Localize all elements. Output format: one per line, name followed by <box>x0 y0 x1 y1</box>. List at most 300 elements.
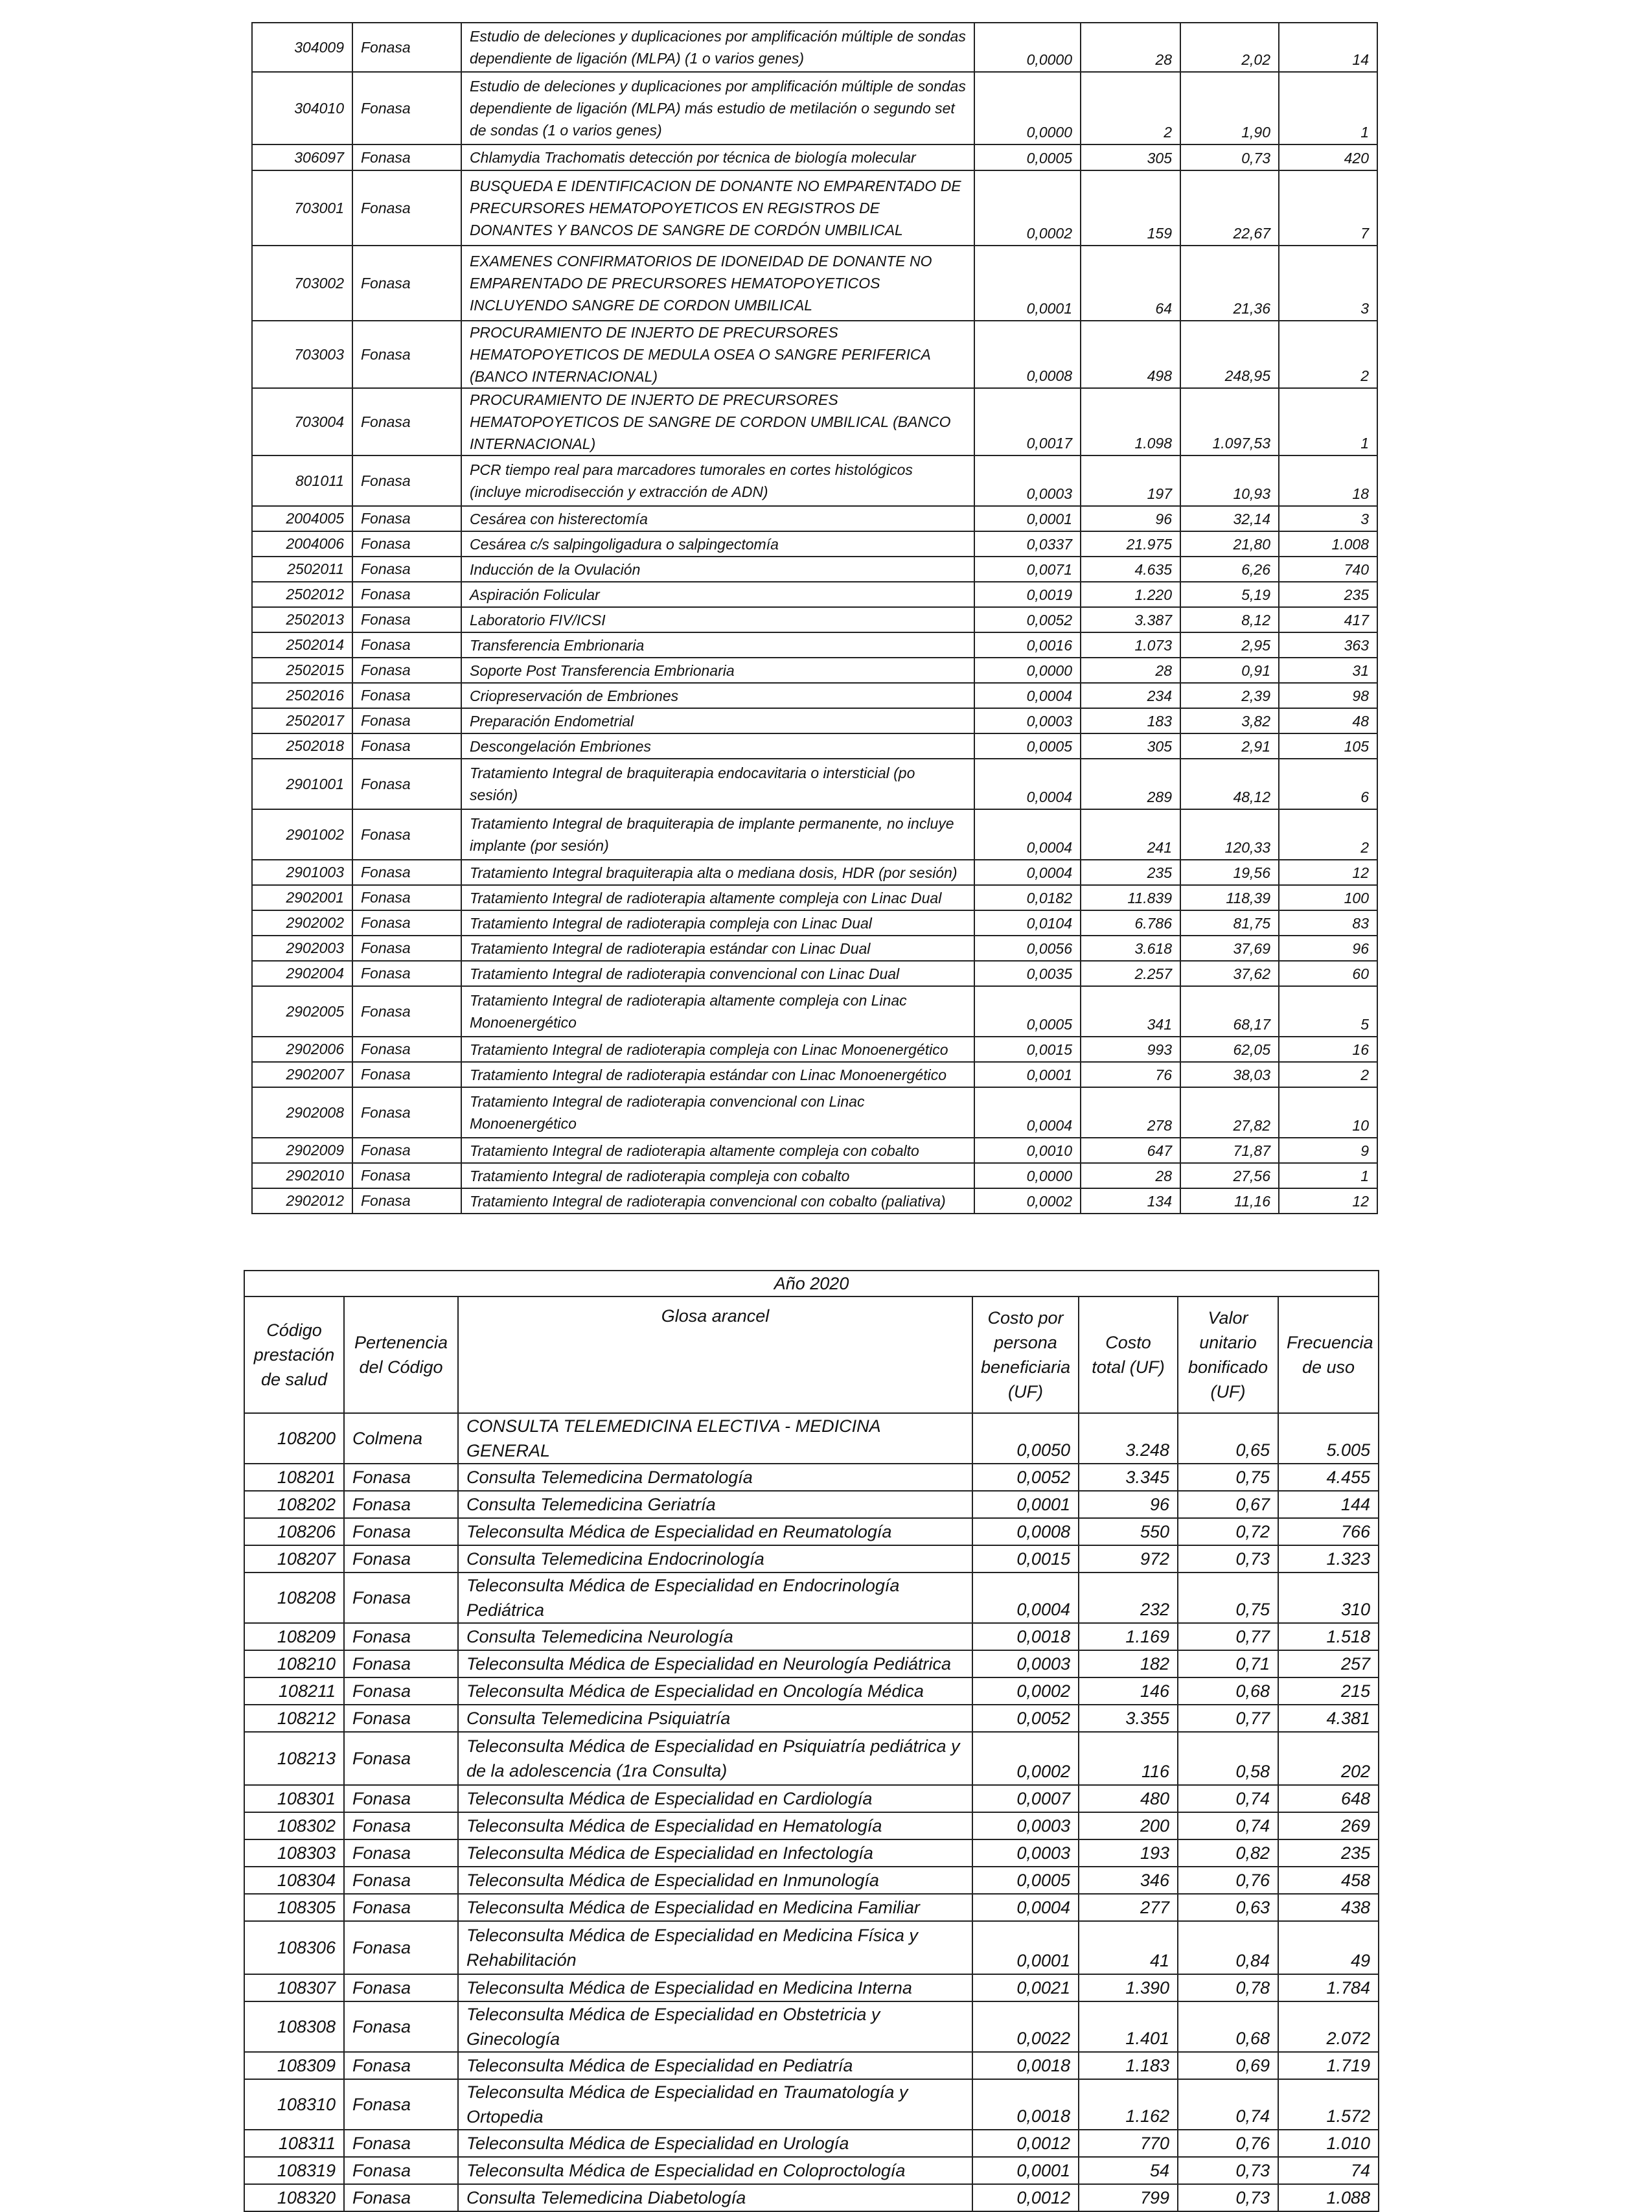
header-costo-persona: Costo por persona beneficiaria (UF) <box>972 1296 1079 1413</box>
codigo-cell: 2502012 <box>252 582 352 607</box>
costo-persona-cell: 0,0000 <box>974 658 1081 683</box>
frecuencia-cell: 100 <box>1279 885 1377 910</box>
costo-persona-cell: 0,0002 <box>972 1677 1079 1705</box>
glosa-cell: Tratamiento Integral braquiterapia alta o mediana dosis, HDR (por sesión) <box>461 860 974 885</box>
costo-persona-cell: 0,0337 <box>974 531 1081 557</box>
codigo-cell: 108210 <box>244 1650 344 1677</box>
costo-total-cell: 28 <box>1081 658 1180 683</box>
codigo-cell: 108212 <box>244 1705 344 1732</box>
table-row <box>252 658 1377 683</box>
costo-persona-cell: 0,0005 <box>972 1867 1079 1894</box>
costo-persona-cell: 0,0182 <box>974 885 1081 910</box>
glosa-cell: Teleconsulta Médica de Especialidad en Urología <box>458 2130 972 2157</box>
pertenencia-cell: Fonasa <box>344 1464 458 1491</box>
codigo-cell: 2901003 <box>252 860 352 885</box>
costo-total-cell: 1.183 <box>1079 2052 1178 2079</box>
frecuencia-cell: 363 <box>1279 632 1377 658</box>
valor-unitario-cell: 0,77 <box>1178 1705 1278 1732</box>
costo-persona-cell: 0,0002 <box>974 1188 1081 1214</box>
frecuencia-cell: 6 <box>1279 759 1377 809</box>
pertenencia-cell: Fonasa <box>352 582 461 607</box>
pertenencia-cell: Fonasa <box>352 885 461 910</box>
pertenencia-cell: Fonasa <box>344 1867 458 1894</box>
codigo-cell: 2902007 <box>252 1062 352 1087</box>
costo-persona-cell: 0,0005 <box>974 144 1081 170</box>
pertenencia-cell: Fonasa <box>352 170 461 246</box>
costo-persona-cell: 0,0003 <box>974 708 1081 733</box>
costo-persona-cell: 0,0052 <box>974 607 1081 632</box>
codigo-cell: 108311 <box>244 2130 344 2157</box>
pertenencia-cell: Fonasa <box>352 708 461 733</box>
pertenencia-cell: Fonasa <box>352 936 461 961</box>
valor-unitario-cell: 1.097,53 <box>1180 388 1279 455</box>
valor-unitario-cell: 21,80 <box>1180 531 1279 557</box>
frecuencia-cell: 420 <box>1279 144 1377 170</box>
table-row <box>244 2001 1379 2052</box>
costo-total-cell: 4.635 <box>1081 557 1180 582</box>
codigo-cell: 703001 <box>252 170 352 246</box>
table-row <box>244 1812 1379 1839</box>
pertenencia-cell: Fonasa <box>344 1785 458 1812</box>
costo-persona-cell: 0,0015 <box>974 1037 1081 1062</box>
codigo-cell: 108301 <box>244 1785 344 1812</box>
costo-total-cell: 278 <box>1081 1087 1180 1138</box>
costo-total-cell: 305 <box>1081 733 1180 759</box>
codigo-cell: 2502011 <box>252 557 352 582</box>
glosa-cell: Teleconsulta Médica de Especialidad en Pediatría <box>458 2052 972 2079</box>
valor-unitario-cell: 0,74 <box>1178 1785 1278 1812</box>
costo-total-cell: 146 <box>1079 1677 1178 1705</box>
codigo-cell: 2502014 <box>252 632 352 658</box>
table-row <box>244 1974 1379 2001</box>
glosa-cell: BUSQUEDA E IDENTIFICACION DE DONANTE NO EMPARENTADO DE PRECURSORES HEMATOPOYETICOS EN REGISTROS DE DONANTES Y BANCOS DE SANGRE DE CORDÓN UMBILICAL <box>461 170 974 246</box>
table-row <box>244 1677 1379 1705</box>
costo-persona-cell: 0,0000 <box>974 1163 1081 1188</box>
frecuencia-cell: 257 <box>1278 1650 1379 1677</box>
table-row <box>252 809 1377 860</box>
costo-persona-cell: 0,0005 <box>974 986 1081 1037</box>
valor-unitario-cell: 118,39 <box>1180 885 1279 910</box>
pertenencia-cell: Fonasa <box>352 1138 461 1163</box>
pertenencia-cell: Fonasa <box>344 1677 458 1705</box>
glosa-cell: Tratamiento Integral de radioterapia convencional con Linac Dual <box>461 961 974 986</box>
valor-unitario-cell: 2,02 <box>1180 23 1279 72</box>
glosa-cell: Teleconsulta Médica de Especialidad en Inmunología <box>458 1867 972 1894</box>
valor-unitario-cell: 0,77 <box>1178 1623 1278 1650</box>
valor-unitario-cell: 2,39 <box>1180 683 1279 708</box>
table-row <box>244 2052 1379 2079</box>
costo-total-cell: 28 <box>1081 23 1180 72</box>
costo-total-cell: 3.355 <box>1079 1705 1178 1732</box>
codigo-cell: 2902006 <box>252 1037 352 1062</box>
glosa-cell: Teleconsulta Médica de Especialidad en Hematología <box>458 1812 972 1839</box>
table-row <box>252 860 1377 885</box>
costo-persona-cell: 0,0003 <box>972 1839 1079 1867</box>
pertenencia-cell: Fonasa <box>344 2130 458 2157</box>
codigo-cell: 306097 <box>252 144 352 170</box>
costo-total-cell: 41 <box>1079 1921 1178 1974</box>
table-row <box>252 885 1377 910</box>
glosa-cell: Tratamiento Integral de radioterapia convencional con Linac Monoenergético <box>461 1087 974 1138</box>
codigo-cell: 304010 <box>252 72 352 144</box>
costo-persona-cell: 0,0104 <box>974 910 1081 936</box>
glosa-cell: Tratamiento Integral de radioterapia convencional con cobalto (paliativa) <box>461 1188 974 1214</box>
costo-total-cell: 1.169 <box>1079 1623 1178 1650</box>
table-row <box>244 1921 1379 1974</box>
table-row <box>252 72 1377 144</box>
costo-persona-cell: 0,0004 <box>974 759 1081 809</box>
costo-total-cell: 647 <box>1081 1138 1180 1163</box>
valor-unitario-cell: 2,91 <box>1180 733 1279 759</box>
pertenencia-cell: Fonasa <box>352 1188 461 1214</box>
codigo-cell: 108209 <box>244 1623 344 1650</box>
pertenencia-cell: Fonasa <box>352 321 461 388</box>
costo-total-cell: 1.098 <box>1081 388 1180 455</box>
pertenencia-cell: Fonasa <box>352 144 461 170</box>
table-row <box>244 2184 1379 2211</box>
costo-total-cell: 346 <box>1079 1867 1178 1894</box>
frecuencia-cell: 1 <box>1279 388 1377 455</box>
table-row <box>244 2130 1379 2157</box>
frecuencia-cell: 9 <box>1279 1138 1377 1163</box>
column-header-row <box>244 1296 1379 1413</box>
frecuencia-cell: 1.088 <box>1278 2184 1379 2211</box>
frecuencia-cell: 3 <box>1279 246 1377 321</box>
codigo-cell: 2004005 <box>252 506 352 531</box>
frecuencia-cell: 1.784 <box>1278 1974 1379 2001</box>
frecuencia-cell: 1 <box>1279 1163 1377 1188</box>
costo-persona-cell: 0,0015 <box>972 1545 1079 1573</box>
frecuencia-cell: 1.719 <box>1278 2052 1379 2079</box>
valor-unitario-cell: 248,95 <box>1180 321 1279 388</box>
glosa-cell: Teleconsulta Médica de Especialidad en Infectología <box>458 1839 972 1867</box>
valor-unitario-cell: 37,69 <box>1180 936 1279 961</box>
frecuencia-cell: 4.455 <box>1278 1464 1379 1491</box>
costo-persona-cell: 0,0003 <box>972 1650 1079 1677</box>
costo-persona-cell: 0,0008 <box>972 1518 1079 1545</box>
pertenencia-cell: Fonasa <box>344 1812 458 1839</box>
codigo-cell: 108304 <box>244 1867 344 1894</box>
pertenencia-cell: Fonasa <box>344 2001 458 2052</box>
costo-total-cell: 1.390 <box>1079 1974 1178 2001</box>
costo-total-cell: 1.401 <box>1079 2001 1178 2052</box>
valor-unitario-cell: 0,68 <box>1178 1677 1278 1705</box>
codigo-cell: 2902002 <box>252 910 352 936</box>
costo-persona-cell: 0,0071 <box>974 557 1081 582</box>
pertenencia-cell: Fonasa <box>344 1623 458 1650</box>
pertenencia-cell: Fonasa <box>352 1087 461 1138</box>
valor-unitario-cell: 10,93 <box>1180 455 1279 506</box>
pertenencia-cell: Fonasa <box>352 246 461 321</box>
valor-unitario-cell: 48,12 <box>1180 759 1279 809</box>
frecuencia-cell: 1.008 <box>1279 531 1377 557</box>
costo-total-cell: 2.257 <box>1081 961 1180 986</box>
pertenencia-cell: Fonasa <box>352 1163 461 1188</box>
costo-total-cell: 770 <box>1079 2130 1178 2157</box>
costo-total-cell: 235 <box>1081 860 1180 885</box>
codigo-cell: 801011 <box>252 455 352 506</box>
codigo-cell: 108207 <box>244 1545 344 1573</box>
pertenencia-cell: Fonasa <box>344 1650 458 1677</box>
frecuencia-cell: 2 <box>1279 809 1377 860</box>
frecuencia-cell: 1.323 <box>1278 1545 1379 1573</box>
pertenencia-cell: Colmena <box>344 1413 458 1464</box>
pertenencia-cell: Fonasa <box>352 632 461 658</box>
valor-unitario-cell: 11,16 <box>1180 1188 1279 1214</box>
frecuencia-cell: 12 <box>1279 860 1377 885</box>
frecuencia-cell: 74 <box>1278 2157 1379 2184</box>
costo-persona-cell: 0,0019 <box>974 582 1081 607</box>
codigo-cell: 108305 <box>244 1894 344 1921</box>
glosa-cell: Estudio de deleciones y duplicaciones por amplificación múltiple de sondas dependiente de ligación (MLPA) (1 o varios genes) <box>461 23 974 72</box>
costo-persona-cell: 0,0004 <box>974 1087 1081 1138</box>
table-row <box>244 1839 1379 1867</box>
frecuencia-cell: 740 <box>1279 557 1377 582</box>
valor-unitario-cell: 6,26 <box>1180 557 1279 582</box>
glosa-cell: Laboratorio FIV/ICSI <box>461 607 974 632</box>
header-codigo: Código prestación de salud <box>244 1296 344 1413</box>
valor-unitario-cell: 0,76 <box>1178 1867 1278 1894</box>
costo-total-cell: 3.387 <box>1081 607 1180 632</box>
glosa-cell: Cesárea con histerectomía <box>461 506 974 531</box>
pertenencia-cell: Fonasa <box>352 759 461 809</box>
costo-persona-cell: 0,0004 <box>974 809 1081 860</box>
table-row <box>244 1545 1379 1573</box>
table-row <box>244 1705 1379 1732</box>
glosa-cell: Consulta Telemedicina Neurología <box>458 1623 972 1650</box>
pertenencia-cell: Fonasa <box>344 1921 458 1974</box>
valor-unitario-cell: 71,87 <box>1180 1138 1279 1163</box>
glosa-cell: Teleconsulta Médica de Especialidad en Medicina Familiar <box>458 1894 972 1921</box>
pertenencia-cell: Fonasa <box>352 733 461 759</box>
pertenencia-cell: Fonasa <box>352 506 461 531</box>
pertenencia-cell: Fonasa <box>344 1894 458 1921</box>
glosa-cell: Estudio de deleciones y duplicaciones por amplificación múltiple de sondas dependiente de ligación (MLPA) más estudio de metilación o segundo set de sondas (1 o varios genes) <box>461 72 974 144</box>
table-row <box>252 961 1377 986</box>
pertenencia-cell: Fonasa <box>352 531 461 557</box>
costo-total-cell: 305 <box>1081 144 1180 170</box>
costo-persona-cell: 0,0012 <box>972 2184 1079 2211</box>
costo-total-cell: 993 <box>1081 1037 1180 1062</box>
codigo-cell: 2902004 <box>252 961 352 986</box>
header-glosa: Glosa arancel <box>458 1296 972 1413</box>
valor-unitario-cell: 0,67 <box>1178 1491 1278 1518</box>
pertenencia-cell: Fonasa <box>352 72 461 144</box>
codigo-cell: 2902001 <box>252 885 352 910</box>
costo-total-cell: 550 <box>1079 1518 1178 1545</box>
glosa-cell: Teleconsulta Médica de Especialidad en Coloproctología <box>458 2157 972 2184</box>
table-row <box>244 1573 1379 1623</box>
costo-persona-cell: 0,0018 <box>972 1623 1079 1650</box>
codigo-cell: 703003 <box>252 321 352 388</box>
pertenencia-cell: Fonasa <box>352 809 461 860</box>
codigo-cell: 2502013 <box>252 607 352 632</box>
table-row <box>252 557 1377 582</box>
frecuencia-cell: 5.005 <box>1278 1413 1379 1464</box>
frecuencia-cell: 2.072 <box>1278 2001 1379 2052</box>
frecuencia-cell: 7 <box>1279 170 1377 246</box>
frecuencia-cell: 215 <box>1278 1677 1379 1705</box>
codigo-cell: 108211 <box>244 1677 344 1705</box>
pertenencia-cell: Fonasa <box>344 2184 458 2211</box>
costo-persona-cell: 0,0022 <box>972 2001 1079 2052</box>
codigo-cell: 2502015 <box>252 658 352 683</box>
pertenencia-cell: Fonasa <box>352 607 461 632</box>
codigo-cell: 108320 <box>244 2184 344 2211</box>
costo-total-cell: 64 <box>1081 246 1180 321</box>
table-row <box>244 1785 1379 1812</box>
frecuencia-cell: 105 <box>1279 733 1377 759</box>
costo-persona-cell: 0,0001 <box>974 246 1081 321</box>
glosa-cell: Descongelación Embriones <box>461 733 974 759</box>
pertenencia-cell: Fonasa <box>352 388 461 455</box>
costo-persona-cell: 0,0002 <box>972 1732 1079 1785</box>
valor-unitario-cell: 0,75 <box>1178 1573 1278 1623</box>
glosa-cell: PROCURAMIENTO DE INJERTO DE PRECURSORES HEMATOPOYETICOS DE SANGRE DE CORDON UMBILICAL (BANCO INTERNACIONAL) <box>461 388 974 455</box>
frecuencia-cell: 49 <box>1278 1921 1379 1974</box>
codigo-cell: 108201 <box>244 1464 344 1491</box>
table-row <box>252 607 1377 632</box>
codigo-cell: 2502016 <box>252 683 352 708</box>
prestaciones-table-continued <box>251 22 1378 1214</box>
codigo-cell: 2901002 <box>252 809 352 860</box>
codigo-cell: 108306 <box>244 1921 344 1974</box>
frecuencia-cell: 12 <box>1279 1188 1377 1214</box>
costo-persona-cell: 0,0018 <box>972 2079 1079 2130</box>
frecuencia-cell: 96 <box>1279 936 1377 961</box>
costo-persona-cell: 0,0052 <box>972 1464 1079 1491</box>
pertenencia-cell: Fonasa <box>344 2079 458 2130</box>
frecuencia-cell: 10 <box>1279 1087 1377 1138</box>
costo-total-cell: 234 <box>1081 683 1180 708</box>
valor-unitario-cell: 5,19 <box>1180 582 1279 607</box>
frecuencia-cell: 458 <box>1278 1867 1379 1894</box>
frecuencia-cell: 98 <box>1279 683 1377 708</box>
costo-total-cell: 193 <box>1079 1839 1178 1867</box>
pertenencia-cell: Fonasa <box>352 1037 461 1062</box>
frecuencia-cell: 1 <box>1279 72 1377 144</box>
pertenencia-cell: Fonasa <box>352 23 461 72</box>
header-frecuencia: Frecuencia de uso <box>1278 1296 1379 1413</box>
costo-persona-cell: 0,0001 <box>974 1062 1081 1087</box>
glosa-cell: Tratamiento Integral de radioterapia estándar con Linac Dual <box>461 936 974 961</box>
costo-persona-cell: 0,0052 <box>972 1705 1079 1732</box>
pertenencia-cell: Fonasa <box>352 455 461 506</box>
table-row <box>244 2079 1379 2130</box>
table-row <box>252 321 1377 388</box>
costo-persona-cell: 0,0002 <box>974 170 1081 246</box>
codigo-cell: 2902012 <box>252 1188 352 1214</box>
table-row <box>252 632 1377 658</box>
costo-total-cell: 197 <box>1081 455 1180 506</box>
costo-persona-cell: 0,0018 <box>972 2052 1079 2079</box>
costo-persona-cell: 0,0000 <box>974 72 1081 144</box>
costo-total-cell: 341 <box>1081 986 1180 1037</box>
glosa-cell: Consulta Telemedicina Endocrinología <box>458 1545 972 1573</box>
costo-total-cell: 6.786 <box>1081 910 1180 936</box>
costo-total-cell: 498 <box>1081 321 1180 388</box>
valor-unitario-cell: 0,63 <box>1178 1894 1278 1921</box>
valor-unitario-cell: 8,12 <box>1180 607 1279 632</box>
frecuencia-cell: 83 <box>1279 910 1377 936</box>
costo-total-cell: 241 <box>1081 809 1180 860</box>
frecuencia-cell: 18 <box>1279 455 1377 506</box>
frecuencia-cell: 48 <box>1279 708 1377 733</box>
glosa-cell: Aspiración Folicular <box>461 582 974 607</box>
table-row <box>252 910 1377 936</box>
costo-total-cell: 799 <box>1079 2184 1178 2211</box>
costo-persona-cell: 0,0035 <box>974 961 1081 986</box>
glosa-cell: Teleconsulta Médica de Especialidad en Neurología Pediátrica <box>458 1650 972 1677</box>
valor-unitario-cell: 0,68 <box>1178 2001 1278 2052</box>
valor-unitario-cell: 0,69 <box>1178 2052 1278 2079</box>
valor-unitario-cell: 27,56 <box>1180 1163 1279 1188</box>
table-row <box>244 1732 1379 1785</box>
valor-unitario-cell: 0,73 <box>1180 144 1279 170</box>
valor-unitario-cell: 0,84 <box>1178 1921 1278 1974</box>
pertenencia-cell: Fonasa <box>344 1974 458 2001</box>
pertenencia-cell: Fonasa <box>344 1518 458 1545</box>
costo-total-cell: 1.073 <box>1081 632 1180 658</box>
glosa-cell: Tratamiento Integral de radioterapia compleja con cobalto <box>461 1163 974 1188</box>
valor-unitario-cell: 62,05 <box>1180 1037 1279 1062</box>
costo-persona-cell: 0,0007 <box>972 1785 1079 1812</box>
table-row <box>252 246 1377 321</box>
glosa-cell: Tratamiento Integral de radioterapia compleja con Linac Monoenergético <box>461 1037 974 1062</box>
glosa-cell: Tratamiento Integral de radioterapia altamente compleja con Linac Dual <box>461 885 974 910</box>
table2-body <box>244 1413 1379 2211</box>
valor-unitario-cell: 22,67 <box>1180 170 1279 246</box>
valor-unitario-cell: 0,91 <box>1180 658 1279 683</box>
glosa-cell: Teleconsulta Médica de Especialidad en Psiquiatría pediátrica y de la adolescencia (1ra Consulta) <box>458 1732 972 1785</box>
table-row <box>244 1894 1379 1921</box>
pertenencia-cell: Fonasa <box>352 910 461 936</box>
codigo-cell: 2902003 <box>252 936 352 961</box>
glosa-cell: Tratamiento Integral de radioterapia estándar con Linac Monoenergético <box>461 1062 974 1087</box>
costo-persona-cell: 0,0003 <box>972 1812 1079 1839</box>
codigo-cell: 108206 <box>244 1518 344 1545</box>
costo-persona-cell: 0,0004 <box>974 683 1081 708</box>
frecuencia-cell: 235 <box>1279 582 1377 607</box>
glosa-cell: EXAMENES CONFIRMATORIOS DE IDONEIDAD DE DONANTE NO EMPARENTADO DE PRECURSORES HEMATOPOYETICOS INCLUYENDO SANGRE DE CORDON UMBILICAL <box>461 246 974 321</box>
costo-persona-cell: 0,0003 <box>974 455 1081 506</box>
pertenencia-cell: Fonasa <box>352 961 461 986</box>
codigo-cell: 2004006 <box>252 531 352 557</box>
costo-total-cell: 277 <box>1079 1894 1178 1921</box>
pertenencia-cell: Fonasa <box>344 2157 458 2184</box>
valor-unitario-cell: 0,65 <box>1178 1413 1278 1464</box>
table-row <box>244 1623 1379 1650</box>
glosa-cell: Tratamiento Integral de braquiterapia de implante permanente, no incluye implante (por sesión) <box>461 809 974 860</box>
costo-persona-cell: 0,0050 <box>972 1413 1079 1464</box>
table-row <box>252 170 1377 246</box>
valor-unitario-cell: 37,62 <box>1180 961 1279 986</box>
table-row <box>252 733 1377 759</box>
year-header-row <box>244 1271 1379 1296</box>
frecuencia-cell: 417 <box>1279 607 1377 632</box>
costo-persona-cell: 0,0000 <box>974 23 1081 72</box>
table-row <box>252 455 1377 506</box>
glosa-cell: Teleconsulta Médica de Especialidad en Traumatología y Ortopedia <box>458 2079 972 2130</box>
costo-persona-cell: 0,0004 <box>972 1894 1079 1921</box>
pertenencia-cell: Fonasa <box>352 1062 461 1087</box>
costo-total-cell: 116 <box>1079 1732 1178 1785</box>
costo-total-cell: 134 <box>1081 1188 1180 1214</box>
pertenencia-cell: Fonasa <box>352 557 461 582</box>
valor-unitario-cell: 1,90 <box>1180 72 1279 144</box>
frecuencia-cell: 202 <box>1278 1732 1379 1785</box>
codigo-cell: 108309 <box>244 2052 344 2079</box>
